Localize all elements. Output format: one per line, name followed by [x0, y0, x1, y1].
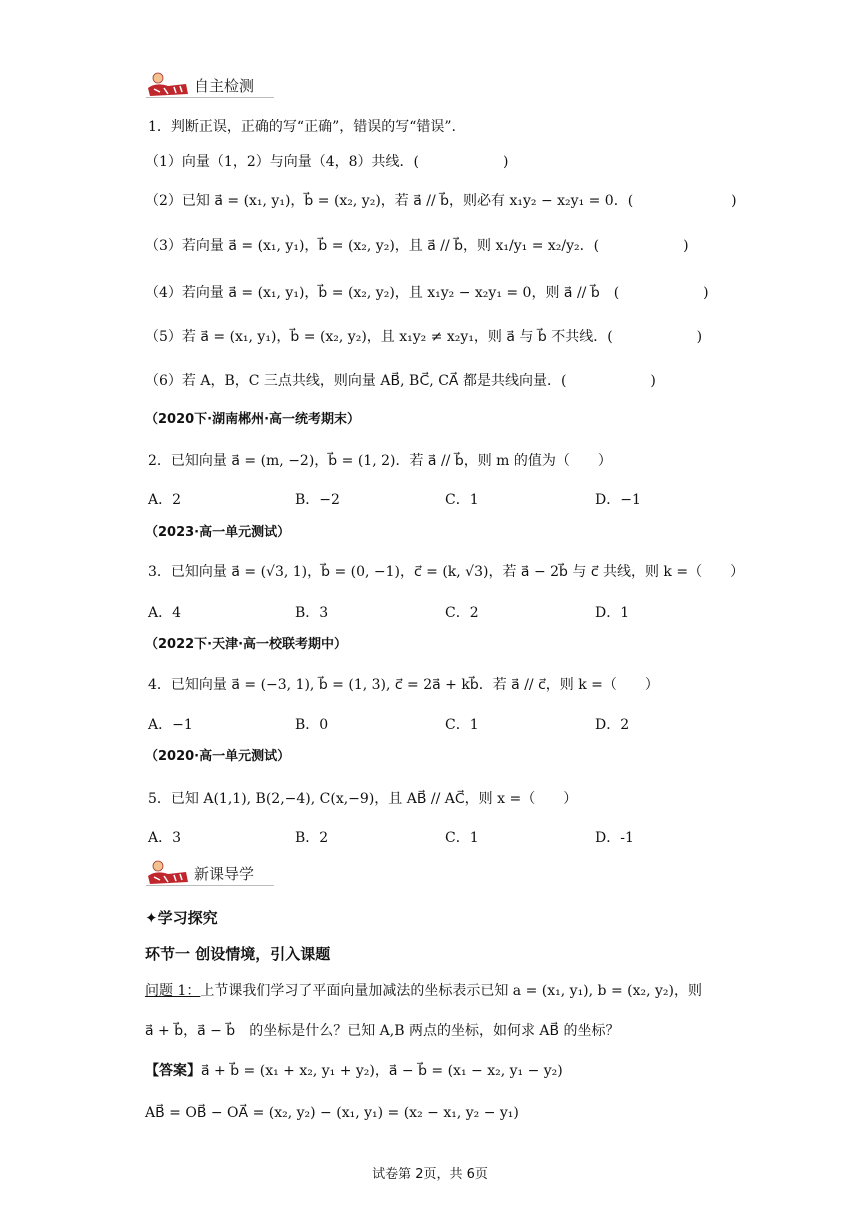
cartoon-logo-icon: [146, 860, 190, 886]
section-divider: [146, 97, 274, 98]
q2-option-b: B．−2: [295, 492, 340, 508]
q4-source: （2022下·天津·高一校联考期中）: [145, 637, 348, 652]
q3-option-b: B．3: [295, 605, 329, 621]
page-footer: 试卷第 2页，共 6页: [372, 1167, 488, 1182]
q1-stem: 1．判断正误，正确的写“正确”，错误的写“错误”.: [148, 119, 456, 135]
q5-stem: 5．已知 A(1,1), B(2,−4), C(x,−9)，且 AB⃗ // AC⃗，则 x =（ ）: [148, 791, 578, 807]
q3-option-a: A．4: [148, 605, 182, 621]
q1-item-4: （4）若向量 a⃗ = (x₁, y₁)，b⃗ = (x₂, y₂)，且 x₁y₂ − x₂y₁ = 0，则 a⃗ // b⃗ ( ): [145, 285, 709, 301]
q4-option-a: A．−1: [148, 717, 193, 733]
q1-item-2: （2）已知 a⃗ = (x₁, y₁)，b⃗ = (x₂, y₂)，若 a⃗ // b⃗，则必有 x₁y₂ − x₂y₁ = 0．( ): [145, 193, 737, 209]
section-title: 新课导学: [194, 865, 255, 883]
q3-stem: 3．已知向量 a⃗ = (√3, 1)，b⃗ = (0, −1)，c⃗ = (k, √3)，若 a⃗ − 2b⃗ 与 c⃗ 共线，则 k =（ ）: [148, 564, 745, 580]
question1-label: 问题 1：: [145, 983, 201, 999]
section-title: 自主检测: [194, 77, 255, 95]
section-header-self-check: [146, 72, 286, 96]
q5-option-c: C．1: [445, 830, 479, 846]
q2-option-a: A．2: [148, 492, 182, 508]
q1-item-3: （3）若向量 a⃗ = (x₁, y₁)，b⃗ = (x₂, y₂)，且 a⃗ // b⃗，则 x₁/y₁ = x₂/y₂．( ): [145, 238, 689, 254]
study-explore-heading: ✦学习探究: [145, 909, 218, 927]
q2-option-c: C．1: [445, 492, 479, 508]
q4-option-b: B．0: [295, 717, 329, 733]
q5-source: （2020·高一单元测试）: [145, 749, 291, 764]
answer-line2: AB⃗ = OB⃗ − OA⃗ = (x₂, y₂) − (x₁, y₁) = (x₂ − x₁, y₂ − y₁): [145, 1105, 519, 1121]
question1-line1: [145, 982, 702, 1000]
section-header-new-lesson: [146, 860, 286, 884]
q2-stem: 2．已知向量 a⃗ = (m, −2)，b⃗ = (1, 2)．若 a⃗ // b⃗，则 m 的值为（ ）: [148, 453, 612, 469]
q2-option-d: D．−1: [595, 492, 641, 508]
q3-option-c: C．2: [445, 605, 479, 621]
q1-item-1: （1）向量（1，2）与向量（4，8）共线．( ): [145, 154, 509, 170]
q3-source: （2023·高一单元测试）: [145, 525, 291, 540]
q1-item-6: （6）若 A，B，C 三点共线，则向量 AB⃗, BC⃗, CA⃗ 都是共线向量．( ): [145, 373, 656, 389]
question1-line2: a⃗ + b⃗，a⃗ − b⃗ 的坐标是什么？已知 A,B 两点的坐标，如何求 AB⃗ 的坐标？: [145, 1023, 620, 1039]
q4-option-c: C．1: [445, 717, 479, 733]
question1-text: 上节课我们学习了平面向量加减法的坐标表示已知 a = (x₁, y₁), b = (x₂, y₂)，则: [200, 983, 702, 999]
q5-option-d: D．-1: [595, 830, 634, 846]
q4-option-d: D．2: [595, 717, 630, 733]
q5-option-a: A．3: [148, 830, 182, 846]
link1-heading: 环节一 创设情境，引入课题: [145, 945, 331, 963]
section-divider: [146, 885, 274, 886]
q2-source: （2020下·湖南郴州·高一统考期末）: [145, 412, 361, 427]
q1-item-5: （5）若 a⃗ = (x₁, y₁)，b⃗ = (x₂, y₂)，且 x₁y₂ ≠ x₂y₁，则 a⃗ 与 b⃗ 不共线．( ): [145, 329, 703, 345]
q5-option-b: B．2: [295, 830, 329, 846]
cartoon-logo-icon: [146, 72, 190, 98]
answer-text: a⃗ + b⃗ = (x₁ + x₂, y₁ + y₂)，a⃗ − b⃗ = (x₁ − x₂, y₁ − y₂): [201, 1063, 563, 1079]
answer-label: 【答案】: [145, 1063, 201, 1079]
q4-stem: 4．已知向量 a⃗ = (−3, 1), b⃗ = (1, 3), c⃗ = 2a⃗ + kb⃗．若 a⃗ // c⃗，则 k =（ ）: [148, 677, 659, 693]
answer-line1: [145, 1062, 563, 1080]
q3-option-d: D．1: [595, 605, 630, 621]
